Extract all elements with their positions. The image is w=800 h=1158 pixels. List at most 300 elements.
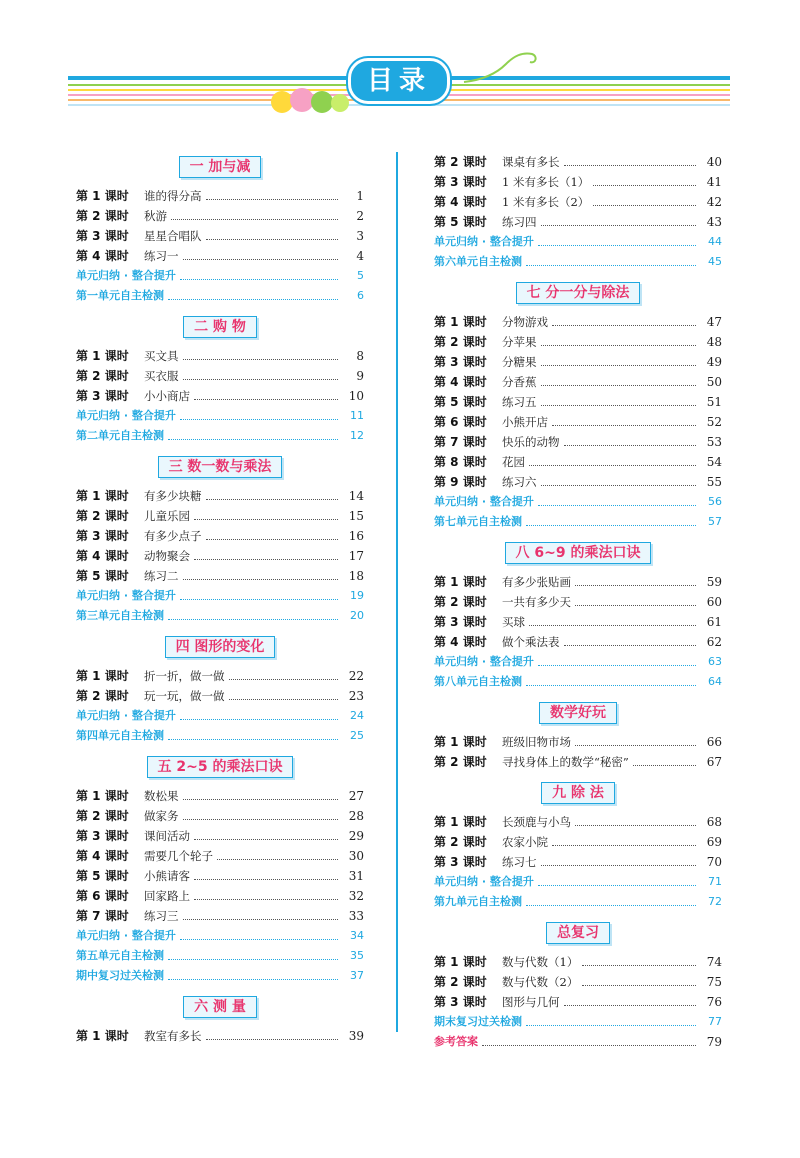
toc-entry[interactable] bbox=[434, 952, 722, 972]
page-number: 54 bbox=[706, 455, 722, 469]
page-number: 1 bbox=[356, 189, 364, 203]
page-number: 23 bbox=[348, 689, 364, 703]
entry-title: 单元归纳 · 整合提升 bbox=[76, 589, 176, 602]
entry-title: 谁的得分高 bbox=[144, 189, 202, 203]
entry-title: 玩一玩，做一做 bbox=[144, 689, 225, 703]
lesson-number: 第 3 课时 bbox=[76, 229, 129, 243]
toc-entry[interactable] bbox=[76, 506, 364, 526]
entry-title: 数松果 bbox=[144, 789, 179, 803]
header-stripe-light bbox=[68, 104, 730, 106]
entry-title: 第四单元自主检测 bbox=[76, 729, 164, 742]
toc-entry[interactable] bbox=[76, 946, 364, 966]
page-number: 77 bbox=[708, 1015, 722, 1028]
page-number: 33 bbox=[348, 909, 364, 923]
entry-title: 有多少块糖 bbox=[144, 489, 202, 503]
dot-leader bbox=[575, 825, 696, 826]
toc-entry[interactable] bbox=[434, 812, 722, 832]
page-number: 42 bbox=[706, 195, 722, 209]
dot-leader bbox=[564, 165, 697, 166]
entry-title: 分苹果 bbox=[502, 335, 537, 349]
page-number: 40 bbox=[706, 155, 722, 169]
entry-title: 图形与几何 bbox=[502, 995, 560, 1009]
toc-entry[interactable] bbox=[434, 632, 722, 652]
lesson-number: 第 2 课时 bbox=[434, 755, 487, 769]
dot-leader bbox=[183, 919, 339, 920]
page-number: 30 bbox=[348, 849, 364, 863]
section-gap bbox=[434, 272, 722, 278]
entry-title: 第三单元自主检测 bbox=[76, 609, 164, 622]
page-number: 71 bbox=[708, 875, 722, 888]
page-number: 79 bbox=[706, 1035, 722, 1049]
section-gap bbox=[434, 692, 722, 698]
section-header bbox=[76, 456, 364, 478]
lesson-number: 第 1 课时 bbox=[76, 189, 129, 203]
toc-entry[interactable] bbox=[76, 846, 364, 866]
page-number: 72 bbox=[708, 895, 722, 908]
toc-entry[interactable] bbox=[434, 432, 722, 452]
section-header bbox=[434, 922, 722, 944]
dot-leader bbox=[194, 559, 338, 560]
toc-entry[interactable] bbox=[434, 832, 722, 852]
entry-title: 买球 bbox=[502, 615, 525, 629]
lesson-number: 第 4 课时 bbox=[434, 635, 487, 649]
toc-entry[interactable] bbox=[76, 346, 364, 366]
toc-entry[interactable] bbox=[76, 606, 364, 626]
lesson-number: 第 5 课时 bbox=[434, 395, 487, 409]
toc-entry[interactable] bbox=[76, 246, 364, 266]
dot-leader bbox=[206, 1039, 339, 1040]
page-number: 51 bbox=[706, 395, 722, 409]
page-number: 3 bbox=[356, 229, 364, 243]
entry-title: 练习五 bbox=[502, 395, 537, 409]
dot-leader bbox=[633, 765, 696, 766]
section-title: 九 除 法 bbox=[541, 782, 615, 804]
page-number: 39 bbox=[348, 1029, 364, 1043]
lesson-number: 第 1 课时 bbox=[76, 489, 129, 503]
section-header bbox=[434, 542, 722, 564]
page-number: 50 bbox=[706, 375, 722, 389]
dot-leader bbox=[526, 265, 696, 266]
entry-title: 第九单元自主检测 bbox=[434, 895, 522, 908]
dot-leader bbox=[538, 505, 696, 506]
toc-entry[interactable] bbox=[434, 592, 722, 612]
section-title: 二 购 物 bbox=[183, 316, 257, 338]
toc-entry[interactable] bbox=[434, 312, 722, 332]
entry-title: 教室有多长 bbox=[144, 1029, 202, 1043]
toc-entry[interactable] bbox=[76, 266, 364, 286]
page-number: 9 bbox=[356, 369, 364, 383]
page-number: 67 bbox=[706, 755, 722, 769]
section-title: 六 测 量 bbox=[183, 996, 257, 1018]
toc-entry[interactable] bbox=[434, 512, 722, 532]
toc-entry[interactable] bbox=[76, 786, 364, 806]
dot-leader bbox=[206, 539, 339, 540]
toc-entry[interactable] bbox=[434, 852, 722, 872]
entry-title: 小熊开店 bbox=[502, 415, 548, 429]
toc-entry[interactable] bbox=[434, 972, 722, 992]
entry-title: 一共有多少天 bbox=[502, 595, 571, 609]
page-number: 20 bbox=[350, 609, 364, 622]
entry-title: 期中复习过关检测 bbox=[76, 969, 164, 982]
toc-entry[interactable] bbox=[76, 386, 364, 406]
page-number: 68 bbox=[706, 815, 722, 829]
section-title: 七 分一分与除法 bbox=[516, 282, 641, 304]
dot-leader bbox=[229, 699, 339, 700]
toc-entry[interactable] bbox=[76, 366, 364, 386]
page-number: 31 bbox=[348, 869, 364, 883]
toc-entry[interactable] bbox=[76, 566, 364, 586]
section-header bbox=[434, 702, 722, 724]
dot-leader bbox=[541, 385, 697, 386]
entry-title: 星星合唱队 bbox=[144, 229, 202, 243]
entry-title: 分物游戏 bbox=[502, 315, 548, 329]
toc-entry[interactable] bbox=[76, 826, 364, 846]
dot-leader bbox=[564, 1005, 697, 1006]
toc-entry[interactable] bbox=[76, 206, 364, 226]
dot-leader bbox=[194, 899, 338, 900]
page-number: 12 bbox=[350, 429, 364, 442]
dot-leader bbox=[538, 665, 696, 666]
entry-title: 1 米有多长（2） bbox=[502, 195, 590, 209]
page-number: 56 bbox=[708, 495, 722, 508]
page-number: 14 bbox=[348, 489, 364, 503]
entry-title: 课桌有多长 bbox=[502, 155, 560, 169]
entry-title: 单元归纳 · 整合提升 bbox=[76, 409, 176, 422]
lesson-number: 第 7 课时 bbox=[76, 909, 129, 923]
dot-leader bbox=[582, 985, 696, 986]
toc-entry[interactable] bbox=[434, 1032, 722, 1052]
dot-leader bbox=[217, 859, 338, 860]
lesson-number: 第 3 课时 bbox=[434, 355, 487, 369]
lesson-number: 第 5 课时 bbox=[76, 869, 129, 883]
entry-title: 第一单元自主检测 bbox=[76, 289, 164, 302]
toc-entry[interactable] bbox=[434, 392, 722, 412]
lesson-number: 第 1 课时 bbox=[434, 735, 487, 749]
toc-entry[interactable] bbox=[434, 172, 722, 192]
page-number: 8 bbox=[356, 349, 364, 363]
dot-leader bbox=[180, 599, 338, 600]
toc-entry[interactable] bbox=[434, 652, 722, 672]
page-number: 15 bbox=[348, 509, 364, 523]
section-title: 八 6~9 的乘法口诀 bbox=[505, 542, 652, 564]
lesson-number: 第 4 课时 bbox=[76, 549, 129, 563]
dot-leader bbox=[526, 525, 696, 526]
section-title: 五 2~5 的乘法口诀 bbox=[147, 756, 294, 778]
lesson-number: 第 3 课时 bbox=[434, 995, 487, 1009]
dot-leader bbox=[482, 1045, 696, 1046]
toc-entry[interactable] bbox=[434, 152, 722, 172]
page-header bbox=[0, 0, 800, 140]
lesson-number: 第 1 课时 bbox=[434, 955, 487, 969]
page-number: 18 bbox=[348, 569, 364, 583]
lesson-number: 第 3 课时 bbox=[76, 829, 129, 843]
lesson-number: 第 2 课时 bbox=[76, 509, 129, 523]
section-gap bbox=[434, 912, 722, 918]
section-title: 四 图形的变化 bbox=[165, 636, 276, 658]
toc-entry[interactable] bbox=[434, 412, 722, 432]
dot-leader bbox=[183, 359, 339, 360]
toc-entry[interactable] bbox=[76, 406, 364, 426]
section-header bbox=[76, 996, 364, 1018]
entry-title: 第六单元自主检测 bbox=[434, 255, 522, 268]
toc-entry[interactable] bbox=[76, 486, 364, 506]
section-title: 三 数一数与乘法 bbox=[158, 456, 283, 478]
toc-entry[interactable] bbox=[76, 226, 364, 246]
lesson-number: 第 4 课时 bbox=[434, 195, 487, 209]
section-header bbox=[76, 636, 364, 658]
dot-leader bbox=[529, 625, 696, 626]
lesson-number: 第 1 课时 bbox=[434, 815, 487, 829]
page-number: 28 bbox=[348, 809, 364, 823]
entry-title: 有多少点子 bbox=[144, 529, 202, 543]
lesson-number: 第 3 课时 bbox=[434, 615, 487, 629]
dot-leader bbox=[538, 245, 696, 246]
entry-title: 第五单元自主检测 bbox=[76, 949, 164, 962]
lesson-number: 第 1 课时 bbox=[76, 789, 129, 803]
toc-entry[interactable] bbox=[434, 212, 722, 232]
section-gap bbox=[434, 532, 722, 538]
toc-entry[interactable] bbox=[76, 806, 364, 826]
lesson-number: 第 8 课时 bbox=[434, 455, 487, 469]
section-gap bbox=[76, 446, 364, 452]
entry-title: 单元归纳 · 整合提升 bbox=[434, 495, 534, 508]
section-gap bbox=[434, 772, 722, 778]
toc-entry[interactable] bbox=[76, 966, 364, 986]
page-number: 19 bbox=[350, 589, 364, 602]
lesson-number: 第 2 课时 bbox=[434, 335, 487, 349]
lesson-number: 第 4 课时 bbox=[434, 375, 487, 389]
toc-entry[interactable] bbox=[76, 286, 364, 306]
entry-title: 数与代数（2） bbox=[502, 975, 579, 989]
entry-title: 练习四 bbox=[502, 215, 537, 229]
toc-entry[interactable] bbox=[434, 872, 722, 892]
dot-leader bbox=[194, 839, 338, 840]
page-number: 32 bbox=[348, 889, 364, 903]
page-number: 76 bbox=[706, 995, 722, 1009]
toc-entry[interactable] bbox=[434, 372, 722, 392]
toc-entry[interactable] bbox=[434, 752, 722, 772]
toc-entry[interactable] bbox=[76, 666, 364, 686]
page-number: 62 bbox=[706, 635, 722, 649]
toc-entry[interactable] bbox=[76, 866, 364, 886]
toc-entry[interactable] bbox=[434, 992, 722, 1012]
entry-title: 买衣服 bbox=[144, 369, 179, 383]
entry-title: 做家务 bbox=[144, 809, 179, 823]
dot-leader bbox=[180, 279, 338, 280]
toc-entry[interactable] bbox=[434, 612, 722, 632]
toc-entry[interactable] bbox=[434, 1012, 722, 1032]
page-number: 66 bbox=[706, 735, 722, 749]
page-title: 目录 bbox=[348, 58, 450, 104]
page-number: 37 bbox=[350, 969, 364, 982]
dot-leader bbox=[538, 885, 696, 886]
toc-entry[interactable] bbox=[76, 426, 364, 446]
toc-entry[interactable] bbox=[434, 452, 722, 472]
page-number: 17 bbox=[348, 549, 364, 563]
section-header bbox=[434, 282, 722, 304]
page-number: 29 bbox=[348, 829, 364, 843]
toc-entry[interactable] bbox=[76, 186, 364, 206]
lesson-number: 第 6 课时 bbox=[434, 415, 487, 429]
page-number: 69 bbox=[706, 835, 722, 849]
dot-leader bbox=[541, 865, 697, 866]
lesson-number: 第 2 课时 bbox=[434, 595, 487, 609]
entry-title: 第七单元自主检测 bbox=[434, 515, 522, 528]
section-header bbox=[76, 316, 364, 338]
toc-entry[interactable] bbox=[434, 732, 722, 752]
dot-leader bbox=[194, 879, 338, 880]
toc-entry[interactable] bbox=[434, 492, 722, 512]
page-number: 44 bbox=[708, 235, 722, 248]
page-number: 59 bbox=[706, 575, 722, 589]
lesson-number: 第 1 课时 bbox=[434, 575, 487, 589]
entry-title: 课间活动 bbox=[144, 829, 190, 843]
dot-leader bbox=[541, 225, 697, 226]
dot-leader bbox=[194, 519, 338, 520]
dot-leader bbox=[183, 799, 339, 800]
dot-leader bbox=[582, 965, 696, 966]
toc-entry[interactable] bbox=[434, 352, 722, 372]
lesson-number: 第 2 课时 bbox=[434, 835, 487, 849]
dot-leader bbox=[541, 405, 697, 406]
page-number: 2 bbox=[356, 209, 364, 223]
lesson-number: 第 2 课时 bbox=[434, 155, 487, 169]
page-number: 53 bbox=[706, 435, 722, 449]
dot-leader bbox=[183, 259, 339, 260]
page-number: 75 bbox=[706, 975, 722, 989]
dot-leader bbox=[526, 905, 696, 906]
toc-entry[interactable] bbox=[76, 1026, 364, 1046]
entry-title: 1 米有多长（1） bbox=[502, 175, 590, 189]
toc-entry[interactable] bbox=[434, 572, 722, 592]
page-number: 55 bbox=[706, 475, 722, 489]
dot-leader bbox=[183, 379, 339, 380]
entry-title: 单元归纳 · 整合提升 bbox=[76, 709, 176, 722]
toc-left-column bbox=[76, 152, 364, 1052]
entry-title: 分糖果 bbox=[502, 355, 537, 369]
page-number: 45 bbox=[708, 255, 722, 268]
toc-entry[interactable] bbox=[76, 546, 364, 566]
lesson-number: 第 1 课时 bbox=[76, 349, 129, 363]
page-number: 35 bbox=[350, 949, 364, 962]
dot-leader bbox=[194, 399, 338, 400]
lesson-number: 第 5 课时 bbox=[76, 569, 129, 583]
dot-leader bbox=[180, 719, 338, 720]
toc-entry[interactable] bbox=[76, 906, 364, 926]
dot-leader bbox=[529, 465, 696, 466]
toc-entry[interactable] bbox=[76, 706, 364, 726]
entry-title: 农家小院 bbox=[502, 835, 548, 849]
toc-entry[interactable] bbox=[76, 886, 364, 906]
toc-entry[interactable] bbox=[76, 586, 364, 606]
entry-title: 练习六 bbox=[502, 475, 537, 489]
page-number: 10 bbox=[348, 389, 364, 403]
section-title: 一 加与减 bbox=[179, 156, 262, 178]
section-header bbox=[76, 756, 364, 778]
entry-title: 买文具 bbox=[144, 349, 179, 363]
entry-title: 需要几个轮子 bbox=[144, 849, 213, 863]
page-number: 4 bbox=[356, 249, 364, 263]
page-number: 61 bbox=[706, 615, 722, 629]
dot-leader bbox=[183, 819, 339, 820]
toc-entry[interactable] bbox=[434, 892, 722, 912]
lesson-number: 第 3 课时 bbox=[434, 855, 487, 869]
section-gap bbox=[76, 1046, 364, 1052]
lesson-number: 第 3 课时 bbox=[76, 529, 129, 543]
lesson-number: 第 1 课时 bbox=[76, 1029, 129, 1043]
entry-title: 动物聚会 bbox=[144, 549, 190, 563]
lesson-number: 第 7 课时 bbox=[434, 435, 487, 449]
section-title: 数学好玩 bbox=[539, 702, 617, 724]
entry-title: 小小商店 bbox=[144, 389, 190, 403]
entry-title: 儿童乐园 bbox=[144, 509, 190, 523]
toc-entry[interactable] bbox=[76, 686, 364, 706]
dot-leader bbox=[168, 439, 338, 440]
dot-leader bbox=[229, 679, 339, 680]
page-number: 27 bbox=[348, 789, 364, 803]
lesson-number: 第 2 课时 bbox=[76, 209, 129, 223]
dot-leader bbox=[593, 205, 696, 206]
entry-title: 练习二 bbox=[144, 569, 179, 583]
dot-leader bbox=[180, 419, 338, 420]
lesson-number: 第 1 课时 bbox=[76, 669, 129, 683]
dot-leader bbox=[575, 585, 696, 586]
page-number: 5 bbox=[357, 269, 364, 282]
toc-entry[interactable] bbox=[434, 332, 722, 352]
entry-title: 单元归纳 · 整合提升 bbox=[434, 235, 534, 248]
entry-title: 班级旧物市场 bbox=[502, 735, 571, 749]
lesson-number: 第 4 课时 bbox=[76, 849, 129, 863]
toc-entry[interactable] bbox=[76, 926, 364, 946]
page-number: 47 bbox=[706, 315, 722, 329]
section-gap bbox=[76, 746, 364, 752]
toc-entry[interactable] bbox=[434, 472, 722, 492]
section-gap bbox=[76, 626, 364, 632]
section-gap bbox=[76, 986, 364, 992]
entry-title: 花园 bbox=[502, 455, 525, 469]
lesson-number: 第 2 课时 bbox=[76, 809, 129, 823]
dot-leader bbox=[180, 939, 338, 940]
entry-title: 第二单元自主检测 bbox=[76, 429, 164, 442]
dot-leader bbox=[168, 299, 338, 300]
dot-leader bbox=[541, 485, 697, 486]
dot-leader bbox=[168, 739, 338, 740]
entry-title: 回家路上 bbox=[144, 889, 190, 903]
toc-entry[interactable] bbox=[434, 672, 722, 692]
entry-title: 做个乘法表 bbox=[502, 635, 560, 649]
dot-leader bbox=[541, 365, 697, 366]
entry-title: 练习一 bbox=[144, 249, 179, 263]
dot-leader bbox=[206, 199, 339, 200]
page-number: 24 bbox=[350, 709, 364, 722]
toc-entry[interactable] bbox=[434, 192, 722, 212]
toc-right-column bbox=[434, 152, 722, 1058]
toc-entry[interactable] bbox=[76, 526, 364, 546]
entry-title: 单元归纳 · 整合提升 bbox=[76, 929, 176, 942]
page-number: 22 bbox=[348, 669, 364, 683]
entry-title: 分香蕉 bbox=[502, 375, 537, 389]
toc-entry[interactable] bbox=[434, 252, 722, 272]
toc-entry[interactable] bbox=[434, 232, 722, 252]
page-number: 64 bbox=[708, 675, 722, 688]
entry-title: 单元归纳 · 整合提升 bbox=[76, 269, 176, 282]
entry-title: 折一折，做一做 bbox=[144, 669, 225, 683]
entry-title: 单元归纳 · 整合提升 bbox=[434, 655, 534, 668]
entry-title: 寻找身体上的数学“秘密” bbox=[502, 755, 629, 769]
section-title: 总复习 bbox=[546, 922, 610, 944]
decorative-fruit-icon bbox=[266, 82, 356, 122]
toc-entry[interactable] bbox=[76, 726, 364, 746]
